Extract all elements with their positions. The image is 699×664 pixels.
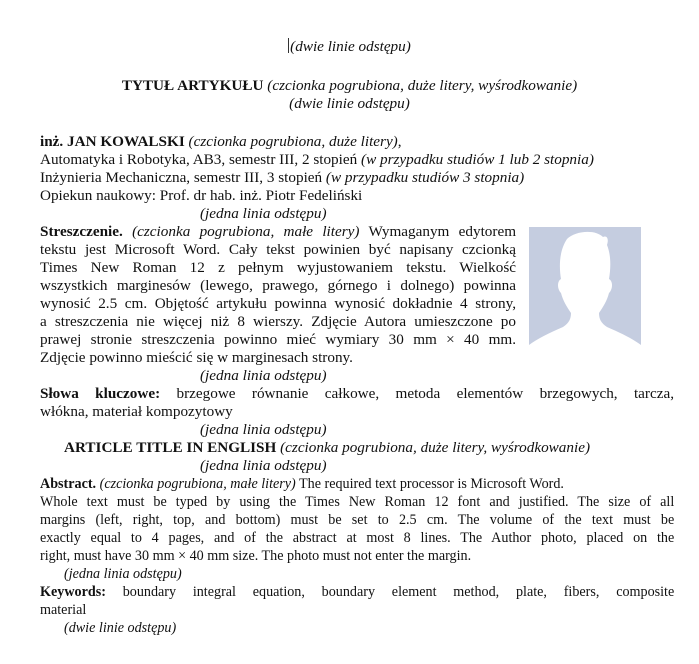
- english-title-note: (czcionka pogrubiona, duże litery, wyśrodkowanie): [280, 439, 590, 456]
- english-title-text: ARTICLE TITLE IN ENGLISH: [64, 439, 277, 456]
- title-spacing-note: (dwie linie odstępu): [289, 95, 410, 112]
- affiliation-1-text: Automatyka i Robotyka, AB3, semestr III, 2 stopień: [40, 151, 358, 168]
- streszczenie-line-2: tekstu jest Microsoft Word. Cały tekst powinien być napisany czcionką: [40, 241, 516, 258]
- slowa-kluczowe-spacing-note: (jedna linia odstępu): [200, 421, 327, 438]
- english-title: [64, 439, 698, 457]
- streszczenie-line-8: Zdjęcie powinno mieścić się w marginesach strony.: [40, 349, 353, 366]
- slowa-kluczowe-text: brzegowe równanie całkowe, metoda elementów brzegowych, tarcza,: [176, 385, 675, 402]
- keywords-label: Keywords:: [40, 583, 106, 600]
- author-name-line: [40, 133, 674, 151]
- author-spacing-note: (jedna linia odstępu): [200, 205, 327, 222]
- streszczenie-line-4: wszystkich marginesów (lewego, prawego, górnego i dolnego) powinna: [40, 277, 516, 294]
- author-affiliation-1: [40, 151, 674, 169]
- affiliation-1-note: (w przypadku studiów 1 lub 2 stopnia): [361, 151, 594, 168]
- slowa-kluczowe-line-2: włókna, materiał kompozytowy: [40, 403, 233, 420]
- abstract-line-5: right, must have 30 mm × 40 mm size. The photo must not enter the margin.: [40, 547, 472, 564]
- abstract-spacing-note: (jedna linia odstępu): [64, 565, 182, 582]
- spacing-note-text: (dwie linie odstępu): [290, 38, 411, 55]
- english-title-spacing-note: (jedna linia odstępu): [200, 457, 327, 474]
- abstract-text: The required text processor is Microsoft Word.: [299, 475, 564, 492]
- streszczenie-line-1: [40, 223, 516, 241]
- streszczenie-line-7: prawej stronie streszczenia powinno mieć wymiary 30 mm × 40 mm.: [40, 331, 516, 348]
- keywords-spacing-note: (dwie linie odstępu): [64, 619, 177, 636]
- abstract-label: Abstract.: [40, 475, 97, 492]
- top-spacing-note: [0, 38, 699, 56]
- person-silhouette-icon: [529, 227, 641, 358]
- slowa-kluczowe-line-1: [40, 385, 674, 403]
- author-photo: [529, 227, 641, 358]
- author-affiliation-2: [40, 169, 674, 187]
- keywords-line-2: material: [40, 601, 87, 618]
- affiliation-2-text: Inżynieria Mechaniczna, semestr III, 3 stopień: [40, 169, 323, 186]
- streszczenie-spacing-note: (jedna linia odstępu): [200, 367, 327, 384]
- abstract-note: (czcionka pogrubiona, małe litery): [99, 475, 296, 492]
- streszczenie-line-6: a streszczenia nie więcej niż 8 wierszy. Zdjęcie Autora umieszczone po: [40, 313, 516, 330]
- streszczenie-line-3: Times New Roman 12 z pełnym wyjustowaniem tekstu. Wielkość: [40, 259, 516, 276]
- slowa-kluczowe-label: Słowa kluczowe:: [40, 385, 161, 402]
- title-note: (czcionka pogrubiona, duże litery, wyśrodkowanie): [267, 77, 578, 94]
- author-name-tail: ,: [397, 133, 402, 150]
- streszczenie-text: Wymaganym edytorem: [368, 223, 517, 240]
- title-text: TYTUŁ ARTYKUŁU: [121, 77, 264, 94]
- keywords-line-1: [40, 583, 674, 601]
- abstract-line-4: exactly equal to 4 pages, and of the abstract at most 8 lines. The Author photo, placed on the: [40, 529, 675, 546]
- article-title: [0, 77, 699, 95]
- author-name-note: (czcionka pogrubiona, duże litery): [188, 133, 398, 150]
- abstract-line-3: margins (left, right, top, and bottom) must be set to 2.5 cm. The volume of the text must be: [40, 511, 675, 528]
- abstract-line-1: [40, 475, 674, 493]
- keywords-text: boundary integral equation, boundary element method, plate, fibers, composite: [122, 583, 675, 600]
- author-name: inż. JAN KOWALSKI: [40, 133, 185, 150]
- affiliation-2-note: (w przypadku studiów 3 stopnia): [325, 169, 525, 186]
- streszczenie-label: Streszczenie.: [40, 223, 123, 240]
- supervisor-line: Opiekun naukowy: Prof. dr hab. inż. Piotr Fedeliński: [40, 187, 363, 204]
- streszczenie-note: (czcionka pogrubiona, małe litery): [132, 223, 360, 240]
- abstract-line-2: Whole text must be typed by using the Times New Roman 12 font and justified. The size of all: [40, 493, 675, 510]
- streszczenie-line-5: wynosić 2.5 cm. Objętość artykułu powinna wynosić dokładnie 4 strony,: [40, 295, 516, 312]
